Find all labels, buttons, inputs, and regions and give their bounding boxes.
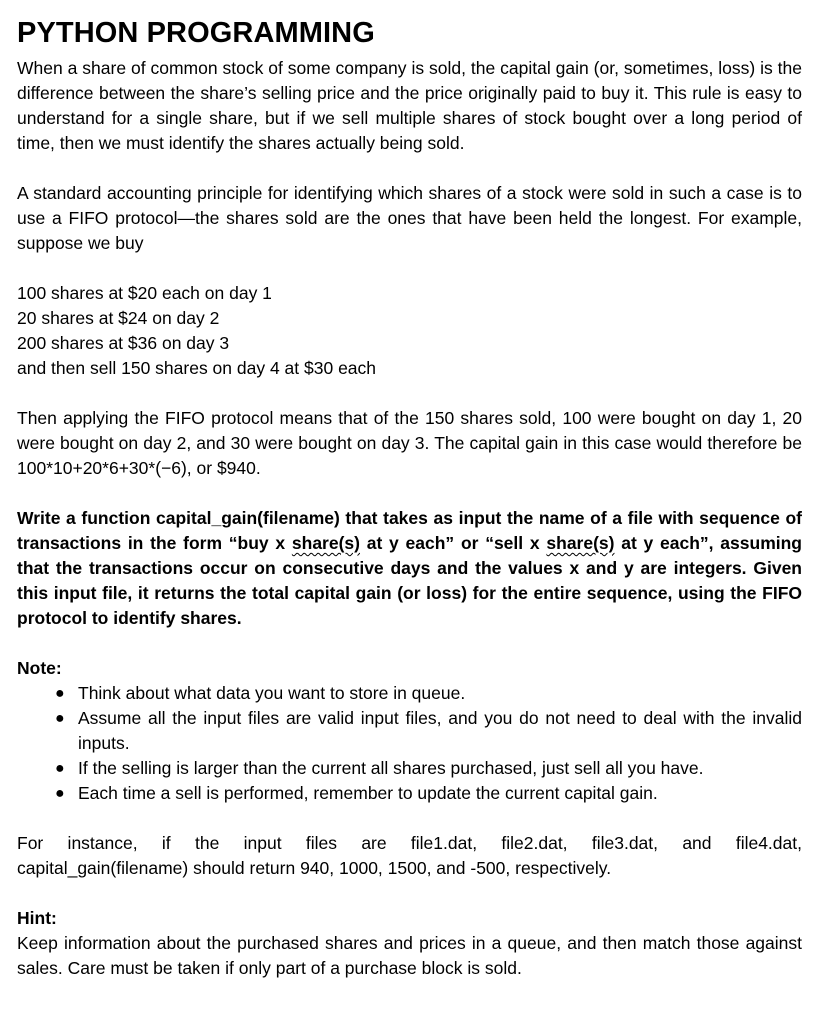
spacer <box>17 481 802 506</box>
fifo-paragraph: A standard accounting principle for identifying which shares of a stock were sold in such a case is to use a FIFO protocol—the shares sold are the ones that have been held the longest. For example, suppose we buy <box>17 183 802 253</box>
task-text: Write a function capital_gain(filename) that takes as input the name of a file with sequence of transactions in the form “buy x <box>17 508 802 553</box>
bullet-icon: ● <box>55 710 65 727</box>
example-line: and then sell 150 shares on day 4 at $30 each <box>17 358 377 378</box>
intro-paragraph: When a share of common stock of some company is sold, the capital gain (or, sometimes, loss) is the difference between the share’s selling price and the price originally paid to buy it. This rule is easy to understand for a single share, but if we sell multiple shares of stock bought over a long period of time, then we must identify the shares actually being sold. <box>17 58 802 153</box>
note-item <box>17 756 802 781</box>
task-paragraph <box>17 506 802 631</box>
explanation-paragraph: Then applying the FIFO protocol means that of the 150 shares sold, 100 were bought on day 1, 20 were bought on day 2, and 30 were bought on day 3. The capital gain in this case would therefore be 100*10+20*6+30*(−6), or $940. <box>17 408 802 478</box>
note-item-text: Each time a sell is performed, remember to update the current capital gain. <box>78 783 658 803</box>
hint-heading: Hint: <box>17 908 57 928</box>
note-heading: Note: <box>17 658 62 678</box>
example-block <box>17 281 802 381</box>
note-item-text: Assume all the input files are valid input files, and you do not need to deal with the invalid inputs. <box>78 708 802 753</box>
note-list <box>17 681 802 806</box>
spacer <box>17 881 802 906</box>
note-item <box>17 706 802 756</box>
task-text: at y each” or “sell x <box>359 533 547 553</box>
instance-paragraph <box>17 831 802 881</box>
instance-line: capital_gain(filename) should return 940, 1000, 1500, and -500, respectively. <box>17 858 612 878</box>
spellcheck-word: share(s) <box>291 533 360 553</box>
spacer <box>17 631 802 656</box>
task-text: at y each”, assuming that the transactions occur on consecutive days and the values x and y are integers. Given this input file, it returns the total capital gain (or loss) for the entire sequence, using the FIFO protocol to identify shares. <box>17 533 802 628</box>
example-line: 20 shares at $24 on day 2 <box>17 308 220 328</box>
hint-paragraph: Keep information about the purchased shares and prices in a queue, and then match those against sales. Care must be taken if only part of a purchase block is sold. <box>17 933 802 978</box>
instance-line: For instance, if the input files are file1.dat, file2.dat, file3.dat, and file4.dat, <box>17 833 802 853</box>
note-item <box>17 681 802 706</box>
note-item <box>17 781 802 806</box>
example-line: 100 shares at $20 each on day 1 <box>17 283 272 303</box>
note-item-text: If the selling is larger than the current all shares purchased, just sell all you have. <box>78 758 704 778</box>
spacer <box>17 156 802 181</box>
spacer <box>17 381 802 406</box>
bullet-icon: ● <box>55 760 65 777</box>
spacer <box>17 256 802 281</box>
bullet-icon: ● <box>55 785 65 802</box>
note-item-text: Think about what data you want to store in queue. <box>78 683 466 703</box>
page-title: PYTHON PROGRAMMING <box>17 17 375 49</box>
spellcheck-word: share(s) <box>546 533 615 553</box>
example-line: 200 shares at $36 on day 3 <box>17 333 230 353</box>
spacer <box>17 806 802 831</box>
bullet-icon: ● <box>55 685 65 702</box>
